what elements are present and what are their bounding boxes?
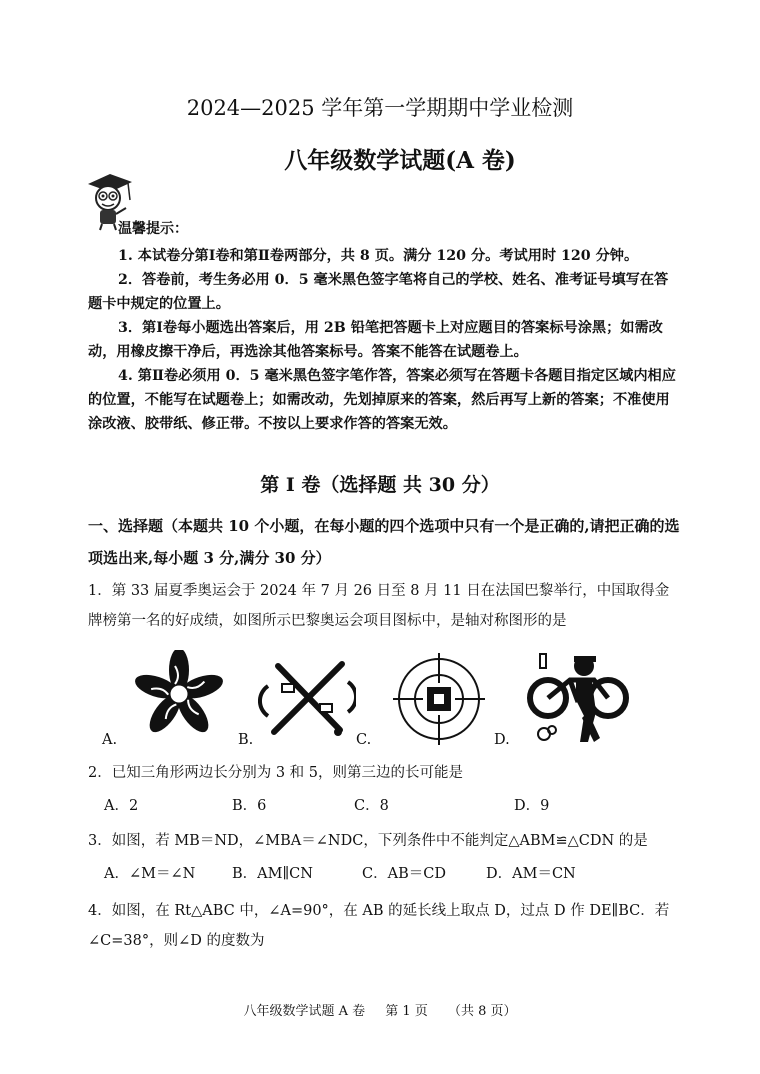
q3-option-a[interactable]: A．∠M＝∠N	[104, 866, 196, 882]
notice-item-2: 2．答卷前，考生务必用 0．5 毫米黑色签字笔将自己的学校、姓名、准考证号填写在答题卡中规定的位置上。	[88, 272, 669, 312]
q3-option-d[interactable]: D．AM＝CN	[486, 866, 576, 882]
question-3	[88, 826, 680, 856]
question-type-heading: 一、选择题（本题共 10 个小题，在每小题的四个选项中只有一个是正确的,请把正确的选项选出来,每小题 3 分,满分 30 分）	[88, 517, 680, 567]
notice-label: 温馨提示：	[118, 221, 188, 237]
q1-option-a[interactable]: A.	[102, 732, 118, 748]
exam-subtitle: 八年级数学试题(A 卷)	[284, 147, 516, 174]
question-3-options	[0, 862, 760, 886]
skateboard-pictogram	[258, 656, 356, 740]
breaking-dance-pictogram	[128, 650, 230, 738]
question-4-text: 4．如图，在 Rt△ABC 中，∠A=90°，在 AB 的延长线上取点 D，过点 D 作 DE∥BC．若∠C=38°，则∠D 的度数为	[88, 903, 670, 949]
notice-list	[88, 244, 678, 436]
q2-option-c[interactable]: C．8	[354, 798, 389, 814]
question-4	[88, 896, 680, 956]
section-title: 第 I 卷（选择题 共 30 分）	[260, 474, 500, 496]
q1-option-b[interactable]: B.	[238, 732, 254, 748]
page-footer	[0, 1000, 760, 1019]
notice-item-3: 3．第Ⅰ卷每小题选出答案后，用 2B 铅笔把答题卡上对应题目的答案标号涂黑；如需改动，用橡皮擦干净后，再选涂其他答案标号。答案不能答在试题卷上。	[88, 320, 663, 360]
question-1-options	[0, 732, 760, 754]
q1-option-c[interactable]: C.	[356, 732, 372, 748]
footer-total-pages: （共 8 页）	[447, 1004, 517, 1019]
footer-exam-name: 八年级数学试题 A 卷	[243, 1004, 366, 1019]
q1-option-d[interactable]: D.	[494, 732, 510, 748]
question-2-options	[0, 794, 760, 818]
question-1	[88, 576, 680, 636]
q2-option-a[interactable]: A．2	[104, 798, 139, 814]
q2-option-b[interactable]: B．6	[232, 798, 267, 814]
question-3-text: 3．如图，若 MB＝ND，∠MBA＝∠NDC，下列条件中不能判定△ABM≌△CDN 的是	[88, 833, 648, 849]
exam-title: 2024—2025 学年第一学期期中学业检测	[186, 96, 574, 120]
q2-option-d[interactable]: D．9	[514, 798, 550, 814]
question-1-text: 1．第 33 届夏季奥运会于 2024 年 7 月 26 日至 8 月 11 日在法国巴黎举行，中国取得金牌榜第一名的好成绩，如图所示巴黎奥运会项目图标中，是轴对称图形的是	[88, 583, 670, 629]
notice-item-4: 4. 第Ⅱ卷必须用 0．5 毫米黑色签字笔作答，答案必须写在答题卡各题目指定区域内相应的位置，不能写在试题卷上；如需改动，先划掉原来的答案，然后再写上新的答案；不准使用涂改液、胶带纸、修正带。不按以上要求作答的答案无效。	[88, 368, 676, 432]
q3-option-b[interactable]: B．AM∥CN	[232, 866, 313, 882]
question-2-text: 2．已知三角形两边长分别为 3 和 5，则第三边的长可能是	[88, 765, 464, 781]
question-2	[88, 758, 680, 788]
notice-item-1: 1. 本试卷分第Ⅰ卷和第Ⅱ卷两部分，共 8 页。满分 120 分。考试用时 120 分钟。	[118, 248, 639, 264]
q3-option-c[interactable]: C．AB＝CD	[362, 866, 446, 882]
footer-page-number: 第 1 页	[385, 1004, 428, 1019]
